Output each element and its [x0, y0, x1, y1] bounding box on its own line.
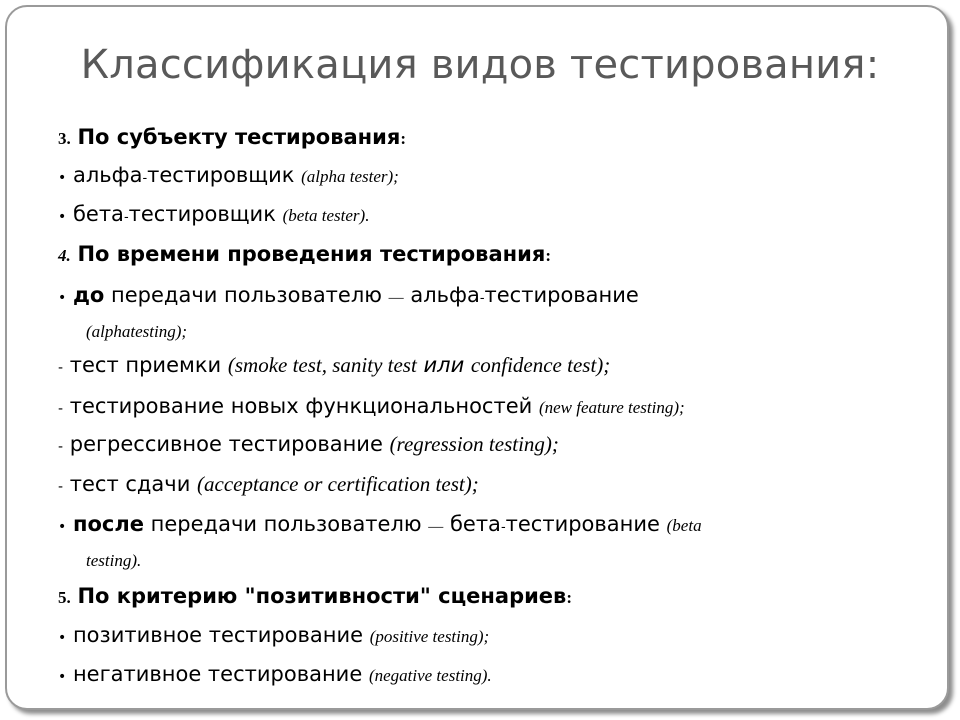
item-note: testing). [86, 551, 142, 570]
list-item: - тест приемки (smoke test, sanity test или confidence test); [58, 353, 611, 377]
section-heading-text: По времени проведения тестирования [77, 242, 546, 266]
item-note: (beta tester). [282, 206, 370, 225]
bullet-icon: • [58, 630, 67, 646]
item-note: (beta [666, 516, 702, 535]
section-heading-text: По критерию "позитивности" сценариев [77, 584, 567, 608]
item-text: тест приемки [69, 353, 222, 377]
list-item-continuation [86, 547, 141, 573]
list-item: • после передачи пользователю — бета-тестирование (beta [58, 512, 702, 536]
section-number: 3. [58, 129, 71, 148]
item-text: передачи пользователю [150, 512, 422, 536]
item-note: (regression testing); [389, 432, 559, 456]
item-text: тест сдачи [69, 472, 191, 496]
section-heading-3 [58, 125, 406, 151]
item-text: тестирование новых функциональностей [69, 394, 533, 418]
list-item: • до передачи пользователю — альфа-тестирование [58, 283, 639, 307]
section-heading-5 [58, 584, 572, 610]
em-dash: — [428, 519, 444, 535]
list-item-continuation [86, 318, 187, 344]
item-note: (acceptance or certification test); [197, 472, 479, 496]
bullet-icon: • [58, 519, 67, 535]
bullet-icon: • [58, 170, 67, 186]
em-dash: — [388, 290, 404, 306]
section-number: 5. [58, 588, 71, 607]
item-text: позитивное тестирование [72, 623, 364, 647]
bullet-icon: • [58, 669, 67, 685]
item-bold: до [72, 283, 105, 307]
item-text: негативное тестирование [72, 662, 363, 686]
section-number: 4. [58, 246, 71, 265]
dash-marker: - [58, 360, 64, 376]
list-item: • альфа-тестировщик (alpha tester); [58, 163, 399, 187]
item-text: альфа [72, 163, 143, 187]
list-item: • бета-тестировщик (beta tester). [58, 202, 370, 226]
item-text: передачи пользователю [111, 283, 382, 307]
list-item [58, 394, 685, 421]
list-item [58, 432, 559, 459]
item-note: (alpha tester); [301, 167, 399, 186]
item-note: (positive testing); [369, 627, 490, 646]
bullet-icon: • [58, 290, 67, 306]
list-item [58, 662, 492, 689]
dash-marker: - [58, 439, 64, 455]
item-text: бета [72, 202, 124, 226]
section-heading-4 [58, 242, 551, 268]
section-heading-text: По субъекту тестирования [77, 125, 401, 149]
section-heading-colon: : [545, 246, 552, 265]
item-bold: после [72, 512, 144, 536]
list-item [58, 623, 489, 650]
slide-title: Классификация видов тестирования: [80, 42, 880, 88]
dash-marker: - [58, 479, 64, 495]
item-text: регрессивное тестирование [69, 432, 383, 456]
list-item [58, 472, 479, 499]
item-note: (negative testing). [368, 666, 492, 685]
item-note: (alphatesting); [86, 322, 188, 341]
section-heading-colon: : [566, 588, 573, 607]
item-note: (new feature testing); [538, 398, 685, 417]
bullet-icon: • [58, 209, 67, 225]
dash-marker: - [58, 401, 64, 417]
section-heading-colon: : [400, 129, 407, 148]
